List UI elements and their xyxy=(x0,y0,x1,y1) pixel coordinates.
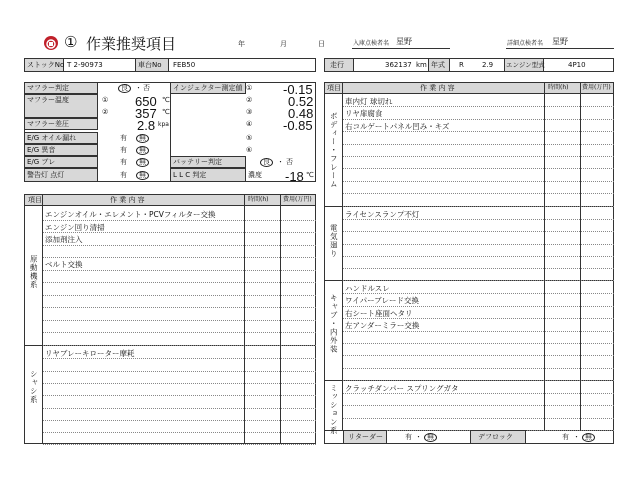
list-item: リヤブレーキローター摩耗 xyxy=(45,349,135,358)
inj5-idx: ⑤ xyxy=(246,134,253,142)
list-item: ベルト交換 xyxy=(45,260,83,269)
row-line xyxy=(343,256,614,257)
diff-value: 2.8 xyxy=(137,118,156,133)
inj3-idx: ③ xyxy=(246,108,253,116)
difflock-label: デフロック xyxy=(478,433,513,441)
muffler-judge-sep: ・ xyxy=(135,84,142,92)
density-label: 濃度 xyxy=(248,171,262,179)
temp1-idx: ① xyxy=(102,96,109,104)
chassis-section-label: シャシ系 xyxy=(29,370,39,404)
warning-none: 無 xyxy=(136,171,149,180)
oil-leak-has: 有 xyxy=(120,134,127,142)
row-line xyxy=(343,181,614,182)
row-line xyxy=(43,307,316,308)
right-col-content: 作 業 内 容 xyxy=(420,84,455,92)
shake-label: E/G ブレ xyxy=(27,158,56,166)
retarder-none: 無 xyxy=(424,433,437,442)
chassis-value: FEB50 xyxy=(173,61,196,69)
list-item: 車内灯 球切れ xyxy=(345,97,393,106)
number-mark: ① xyxy=(64,33,78,51)
list-item: 右コルゲートパネル凹み・キズ xyxy=(345,121,450,131)
cab-section-label: キャブ・内外装 xyxy=(329,294,339,354)
list-item: 添加剤注入 xyxy=(45,235,83,244)
temp1-value: 650 xyxy=(135,94,157,109)
row-line xyxy=(343,368,614,369)
battery-sep: ・ xyxy=(277,158,284,166)
row-line xyxy=(43,282,316,283)
logo-mark-icon xyxy=(44,37,58,51)
engine-value: 4P10 xyxy=(568,61,586,69)
detail-line xyxy=(506,48,614,49)
row-line xyxy=(343,355,614,356)
year-label: 年 xyxy=(238,40,245,48)
llc-label: L L C 判定 xyxy=(173,171,207,179)
list-item: 左アンダーミラー交換 xyxy=(345,321,420,331)
row-line xyxy=(43,420,316,421)
row-line xyxy=(343,405,614,406)
inj1-value: -0.15 xyxy=(283,82,313,97)
muffler-diff-label: マフラー差圧 xyxy=(27,120,69,128)
row-line xyxy=(343,193,614,194)
difflock-sep: ・ xyxy=(573,433,580,441)
mileage-unit: km xyxy=(416,61,427,69)
row-line xyxy=(343,418,614,419)
row-line xyxy=(43,270,316,271)
row-line xyxy=(343,156,614,157)
muffler-judge-bad: 否 xyxy=(143,84,150,92)
row-line xyxy=(43,444,316,445)
llc-value: -18 xyxy=(285,169,304,184)
row-line xyxy=(343,343,614,344)
year-value: 2.9 xyxy=(482,61,494,69)
warning-label: 警告灯 点灯 xyxy=(27,171,65,179)
row-line xyxy=(343,119,614,120)
retarder-label: リターダー xyxy=(348,433,383,441)
injector-label: インジェクター測定値 xyxy=(173,84,243,92)
row-line xyxy=(43,245,316,246)
detail-label: 詳細点検者名 xyxy=(507,40,544,47)
mission-section-label: ミッション系 xyxy=(329,384,339,435)
month-label: 月 xyxy=(280,40,287,48)
right-col-item: 項目 xyxy=(327,84,341,92)
elec-section-label: 電気廻り xyxy=(329,224,339,258)
retarder-sep: ・ xyxy=(415,433,422,441)
right-table-header xyxy=(324,82,614,94)
row-line xyxy=(43,320,316,321)
inj6-idx: ⑥ xyxy=(246,146,253,154)
logo-icon xyxy=(44,36,58,50)
row-line xyxy=(343,268,614,269)
difflock-has: 有 xyxy=(562,433,569,441)
row-line xyxy=(43,332,316,333)
battery-good: 良 xyxy=(260,158,273,167)
day-label: 日 xyxy=(318,40,325,48)
row-line xyxy=(343,206,614,207)
body-section-label: ボディー・フレーム xyxy=(329,112,339,189)
left-col-content: 作 業 内 容 xyxy=(110,196,145,204)
page-title: 作業推奨項目 xyxy=(86,35,177,53)
noise-label: E/G 異音 xyxy=(27,146,56,154)
era-value: R xyxy=(459,61,464,69)
temp2-unit: ℃ xyxy=(162,108,170,116)
temp2-value: 357 xyxy=(135,106,157,121)
inj1-idx: ① xyxy=(246,84,253,92)
row-line xyxy=(343,280,614,281)
right-col-cost: 費用(万円) xyxy=(582,84,611,91)
mileage-label: 走行 xyxy=(330,61,344,69)
engine-section-label: 原動機系 xyxy=(29,255,39,289)
retarder-has: 有 xyxy=(405,433,412,441)
row-line xyxy=(43,257,316,258)
row-line xyxy=(343,144,614,145)
inj4-value: -0.85 xyxy=(283,118,313,133)
list-item: クラッチダンパー スプリングガタ xyxy=(345,384,459,393)
muffler-temp-label: マフラー温度 xyxy=(27,96,69,104)
row-line xyxy=(43,371,316,372)
battery-bad: 否 xyxy=(286,158,293,166)
inj3-value: 0.48 xyxy=(288,106,314,121)
left-col-item: 項目 xyxy=(28,196,42,204)
inj2-value: 0.52 xyxy=(288,94,314,109)
list-item: ハンドルスレ xyxy=(345,284,390,293)
warning-has: 有 xyxy=(120,171,127,179)
left-col-time: 時間(h) xyxy=(248,196,269,203)
shake-none: 無 xyxy=(136,158,149,167)
inj2-idx: ② xyxy=(246,96,253,104)
difflock-none: 無 xyxy=(582,433,595,442)
inj4-idx: ④ xyxy=(246,120,253,128)
noise-has: 有 xyxy=(120,146,127,154)
muffler-judge-label: マフラー判定 xyxy=(27,84,69,92)
row-line xyxy=(43,432,316,433)
muffler-judge-good: 良 xyxy=(118,84,131,93)
left-table-header xyxy=(24,194,316,206)
row-line xyxy=(43,295,316,296)
receiver-name: 星野 xyxy=(396,37,412,46)
temp1-unit: ℃ xyxy=(162,96,170,104)
row-line xyxy=(43,345,316,346)
receiver-label: 入庫点検者名 xyxy=(353,40,390,47)
receiver-line xyxy=(352,48,450,49)
row-line xyxy=(343,168,614,169)
battery-label: バッテリー判定 xyxy=(173,158,222,166)
row-line xyxy=(343,231,614,232)
oil-leak-none: 無 xyxy=(136,134,149,143)
list-item: エンジンオイル・エレメント・PCVフィルター交換 xyxy=(45,210,216,219)
list-item: ライセンスランプ不灯 xyxy=(345,210,420,219)
list-item: 右シート座面ヘタリ xyxy=(345,308,413,318)
left-col-cost: 費用(万円) xyxy=(283,196,312,203)
list-item: ワイパーブレード交換 xyxy=(345,296,419,306)
row-line xyxy=(43,395,316,396)
mileage-value: 362137 xyxy=(385,61,412,69)
row-line xyxy=(43,408,316,409)
llc-unit: ℃ xyxy=(306,171,314,179)
chassis-label: 車台No xyxy=(138,61,162,69)
right-col-time: 時間(h) xyxy=(548,84,569,91)
engine-label: エンジン型式 xyxy=(506,61,545,69)
noise-none: 無 xyxy=(136,146,149,155)
year-label-info: 年式 xyxy=(431,61,445,69)
stock-label: ストックNo xyxy=(27,61,65,69)
list-item: エンジン回り清掃 xyxy=(45,222,105,232)
diff-unit: kpa xyxy=(158,121,169,128)
row-line xyxy=(343,380,614,381)
list-item: リヤ扉腐食 xyxy=(345,109,383,119)
row-line xyxy=(43,383,316,384)
stock-value: T 2-90973 xyxy=(67,61,103,69)
temp2-idx: ② xyxy=(102,108,109,116)
row-line xyxy=(343,244,614,245)
oil-leak-label: E/G オイル漏れ xyxy=(27,134,77,142)
detail-name: 星野 xyxy=(552,37,568,46)
shake-has: 有 xyxy=(120,158,127,166)
